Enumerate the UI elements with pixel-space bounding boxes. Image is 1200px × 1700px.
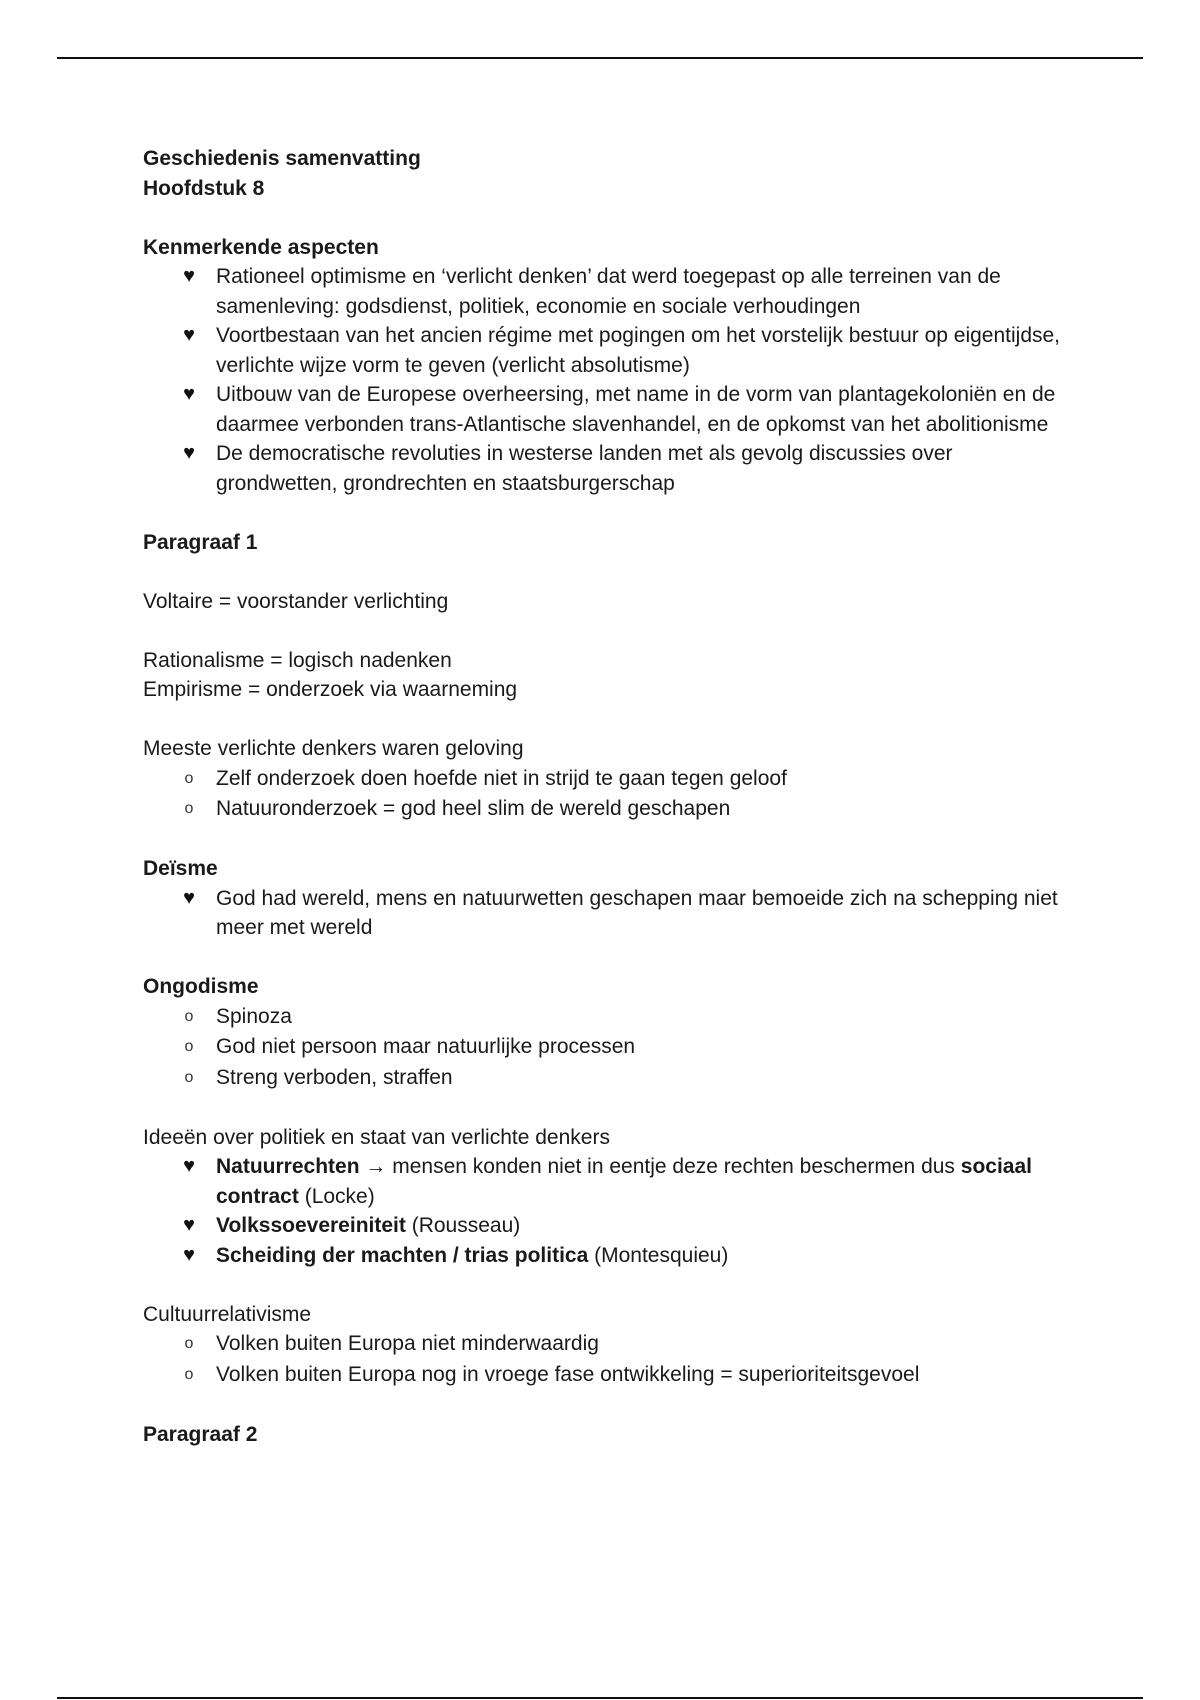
list-item: o Spinoza	[216, 1002, 1073, 1032]
heart-bullet-icon: ♥	[183, 442, 195, 464]
list-item: o God niet persoon maar natuurlijke processen	[216, 1032, 1073, 1062]
list-item: ♥ Rationeel optimisme en ‘verlicht denken’ dat werd toegepast op alle terreinen van de samenleving: godsdienst, politiek, economie en sociale verhoudingen	[216, 262, 1073, 321]
list-item: ♥ Voortbestaan van het ancien régime met pogingen om het vorstelijk bestuur op eigentijdse, verlichte wijze vorm te geven (verlicht absolutisme)	[216, 321, 1073, 380]
paragraaf1-heading: Paragraaf 1	[143, 530, 258, 554]
list-item: o Streng verboden, straffen	[216, 1063, 1073, 1093]
cultuur-list	[143, 1329, 1073, 1389]
empirisme-line: Empirisme = onderzoek via waarneming	[143, 678, 518, 701]
list-item: ♥ Scheiding der machten / trias politica (Montesquieu)	[216, 1241, 1073, 1271]
bottom-rule	[57, 1697, 1143, 1699]
list-item: ♥ God had wereld, mens en natuurwetten geschapen maar bemoeide zich na schepping niet meer met wereld	[216, 884, 1073, 943]
heart-bullet-icon: ♥	[183, 383, 195, 405]
rationalisme-line: Rationalisme = logisch nadenken	[143, 648, 452, 672]
heart-bullet-icon: ♥	[183, 1155, 195, 1177]
ongodisme-heading: Ongodisme	[143, 975, 259, 998]
voltaire-line: Voltaire = voorstander verlichting	[143, 589, 449, 613]
circle-bullet-icon: o	[184, 1068, 194, 1086]
list-item: o Volken buiten Europa niet minderwaardig	[216, 1329, 1073, 1359]
heart-bullet-icon: ♥	[183, 1243, 195, 1266]
document-body	[143, 144, 1073, 1449]
list-item: ♥ Volkssoevereiniteit (Rousseau)	[216, 1211, 1073, 1241]
kenmerkende-list	[143, 262, 1073, 498]
list-item: ♥ Uitbouw van de Europese overheersing, met name in de vorm van plantagekoloniën en de daarmee verbonden trans-Atlantische slavenhandel, en de opkomst van het abolitionisme	[216, 380, 1073, 439]
circle-bullet-icon: o	[184, 1365, 194, 1383]
circle-bullet-icon: o	[184, 800, 194, 817]
ongodisme-list	[143, 1002, 1073, 1093]
circle-bullet-icon: o	[184, 1038, 194, 1055]
heart-bullet-icon: ♥	[183, 1214, 195, 1236]
geloving-intro: Meeste verlichte denkers waren geloving	[143, 737, 524, 760]
list-item: o Natuuronderzoek = god heel slim de wereld geschapen	[216, 794, 1073, 824]
circle-bullet-icon: o	[184, 1335, 194, 1352]
cultuur-intro: Cultuurrelativisme	[143, 1302, 312, 1326]
geloving-list	[143, 764, 1073, 824]
heart-bullet-icon: ♥	[183, 324, 195, 346]
paragraaf2-heading: Paragraaf 2	[143, 1422, 258, 1446]
politiek-list	[143, 1152, 1073, 1270]
heart-bullet-icon: ♥	[183, 265, 195, 287]
heart-bullet-icon: ♥	[183, 886, 195, 909]
list-item: o Zelf onderzoek doen hoefde niet in strijd te gaan tegen geloof	[216, 764, 1073, 794]
politiek-intro: Ideeën over politiek en staat van verlichte denkers	[143, 1125, 610, 1149]
deisme-list	[143, 884, 1073, 943]
circle-bullet-icon: o	[184, 769, 194, 787]
arrow-right-icon: →	[365, 1155, 387, 1178]
chapter-title: Hoofdstuk 8	[143, 176, 265, 200]
deisme-heading: Deïsme	[143, 857, 218, 880]
list-item: o Volken buiten Europa nog in vroege fase ontwikkeling = superioriteitsgevoel	[216, 1360, 1073, 1390]
list-item: ♥ De democratische revoluties in westerse landen met als gevolg discussies over grondwetten, grondrechten en staatsburgerschap	[216, 439, 1073, 498]
kenmerkende-heading: Kenmerkende aspecten	[143, 235, 379, 259]
document-title: Geschiedenis samenvatting	[143, 147, 421, 170]
top-rule	[57, 57, 1143, 59]
list-item: ♥ Natuurrechten → mensen konden niet in eentje deze rechten beschermen dus sociaal contract (Locke)	[216, 1152, 1073, 1211]
circle-bullet-icon: o	[184, 1007, 194, 1025]
